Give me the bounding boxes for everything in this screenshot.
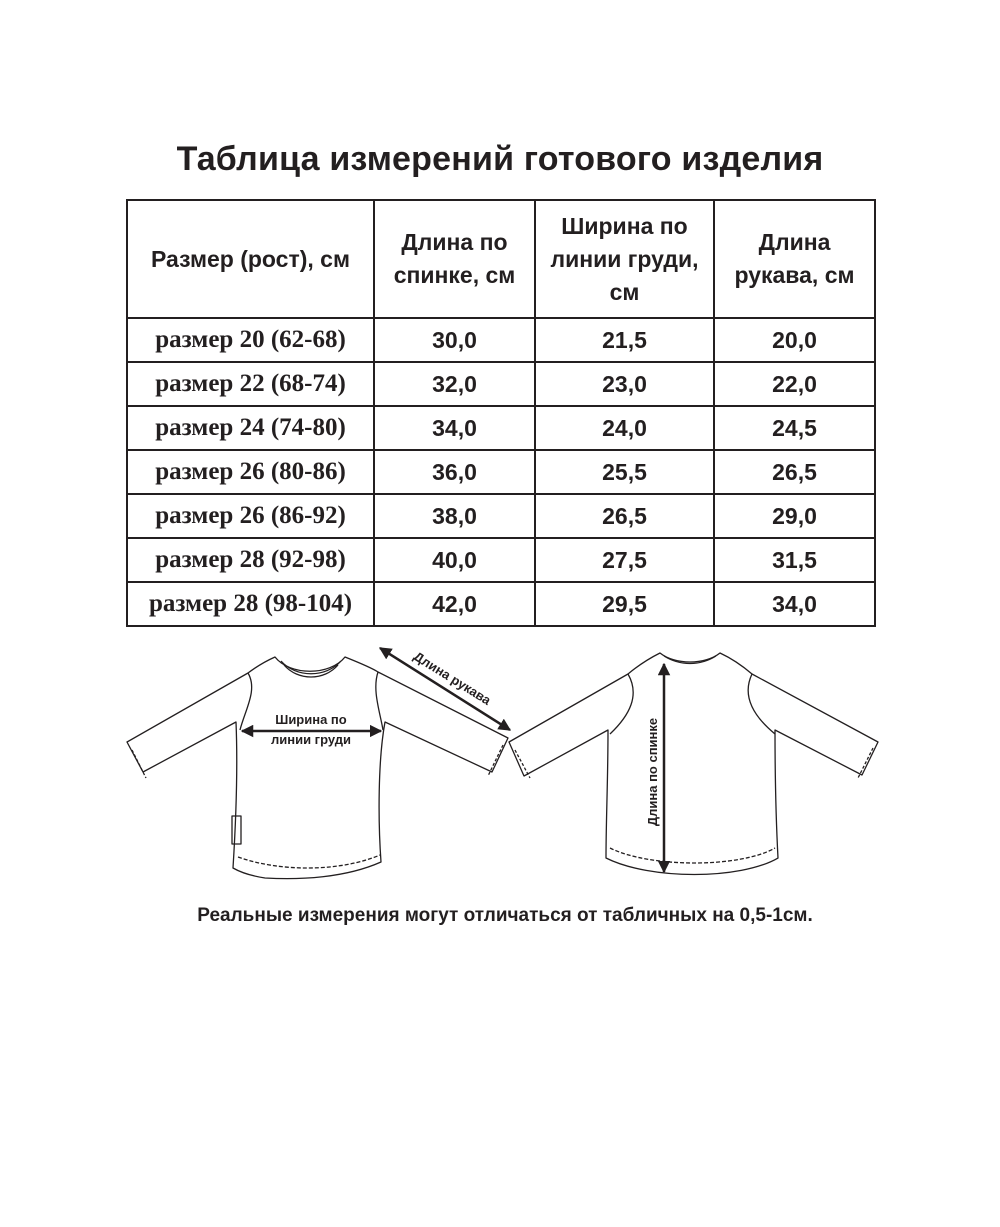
table-row: [127, 538, 875, 582]
table-header-row: [127, 200, 875, 318]
chest-width-cell: 27,5: [535, 538, 714, 582]
size-cell: размер 26 (86-92): [127, 494, 374, 538]
header-size: Размер (рост), см: [127, 200, 374, 318]
back-length-cell: 36,0: [374, 450, 535, 494]
size-cell: размер 24 (74-80): [127, 406, 374, 450]
chest-width-cell: 21,5: [535, 318, 714, 362]
sleeve-length-cell: 29,0: [714, 494, 875, 538]
table-row: [127, 494, 875, 538]
back-length-cell: 40,0: [374, 538, 535, 582]
sleeve-length-cell: 24,5: [714, 406, 875, 450]
header-back-length: Длина по спинке, см: [374, 200, 535, 318]
size-cell: размер 28 (92-98): [127, 538, 374, 582]
disclaimer-note: Реальные измерения могут отличаться от табличных на 0,5-1см.: [197, 905, 813, 926]
sleeve-length-cell: 26,5: [714, 450, 875, 494]
chest-width-cell: 24,0: [535, 406, 714, 450]
table-row: [127, 406, 875, 450]
back-length-cell: 42,0: [374, 582, 535, 626]
chest-width-cell: 29,5: [535, 582, 714, 626]
table-row: [127, 318, 875, 362]
back-length-cell: 34,0: [374, 406, 535, 450]
front-shirt: [127, 657, 508, 879]
back-length-cell: 30,0: [374, 318, 535, 362]
size-cell: размер 20 (62-68): [127, 318, 374, 362]
chest-width-cell: 23,0: [535, 362, 714, 406]
sleeve-length-label: Длина рукава: [411, 648, 494, 708]
chest-width-cell: 25,5: [535, 450, 714, 494]
table-row: [127, 450, 875, 494]
garment-diagram: [120, 640, 880, 895]
sleeve-length-cell: 31,5: [714, 538, 875, 582]
back-shirt: [509, 653, 878, 875]
page-title: Таблица измерений готового изделия: [176, 140, 824, 178]
chest-width-cell: 26,5: [535, 494, 714, 538]
size-table: [126, 199, 876, 627]
size-cell: размер 26 (80-86): [127, 450, 374, 494]
header-sleeve-length: Длина рукава, см: [714, 200, 875, 318]
size-cell: размер 28 (98-104): [127, 582, 374, 626]
size-cell: размер 22 (68-74): [127, 362, 374, 406]
sleeve-length-cell: 22,0: [714, 362, 875, 406]
table-row: [127, 362, 875, 406]
header-chest-width: Ширина по линии груди, см: [535, 200, 714, 318]
back-length-label: Длина по спинке: [645, 717, 660, 827]
back-length-cell: 38,0: [374, 494, 535, 538]
chest-width-label-line2: линии груди: [270, 732, 352, 747]
sleeve-length-cell: 34,0: [714, 582, 875, 626]
back-length-cell: 32,0: [374, 362, 535, 406]
chest-width-label-line1: Ширина по: [275, 712, 347, 727]
sleeve-length-arrow: [380, 648, 510, 730]
table-row: [127, 582, 875, 626]
sleeve-length-cell: 20,0: [714, 318, 875, 362]
